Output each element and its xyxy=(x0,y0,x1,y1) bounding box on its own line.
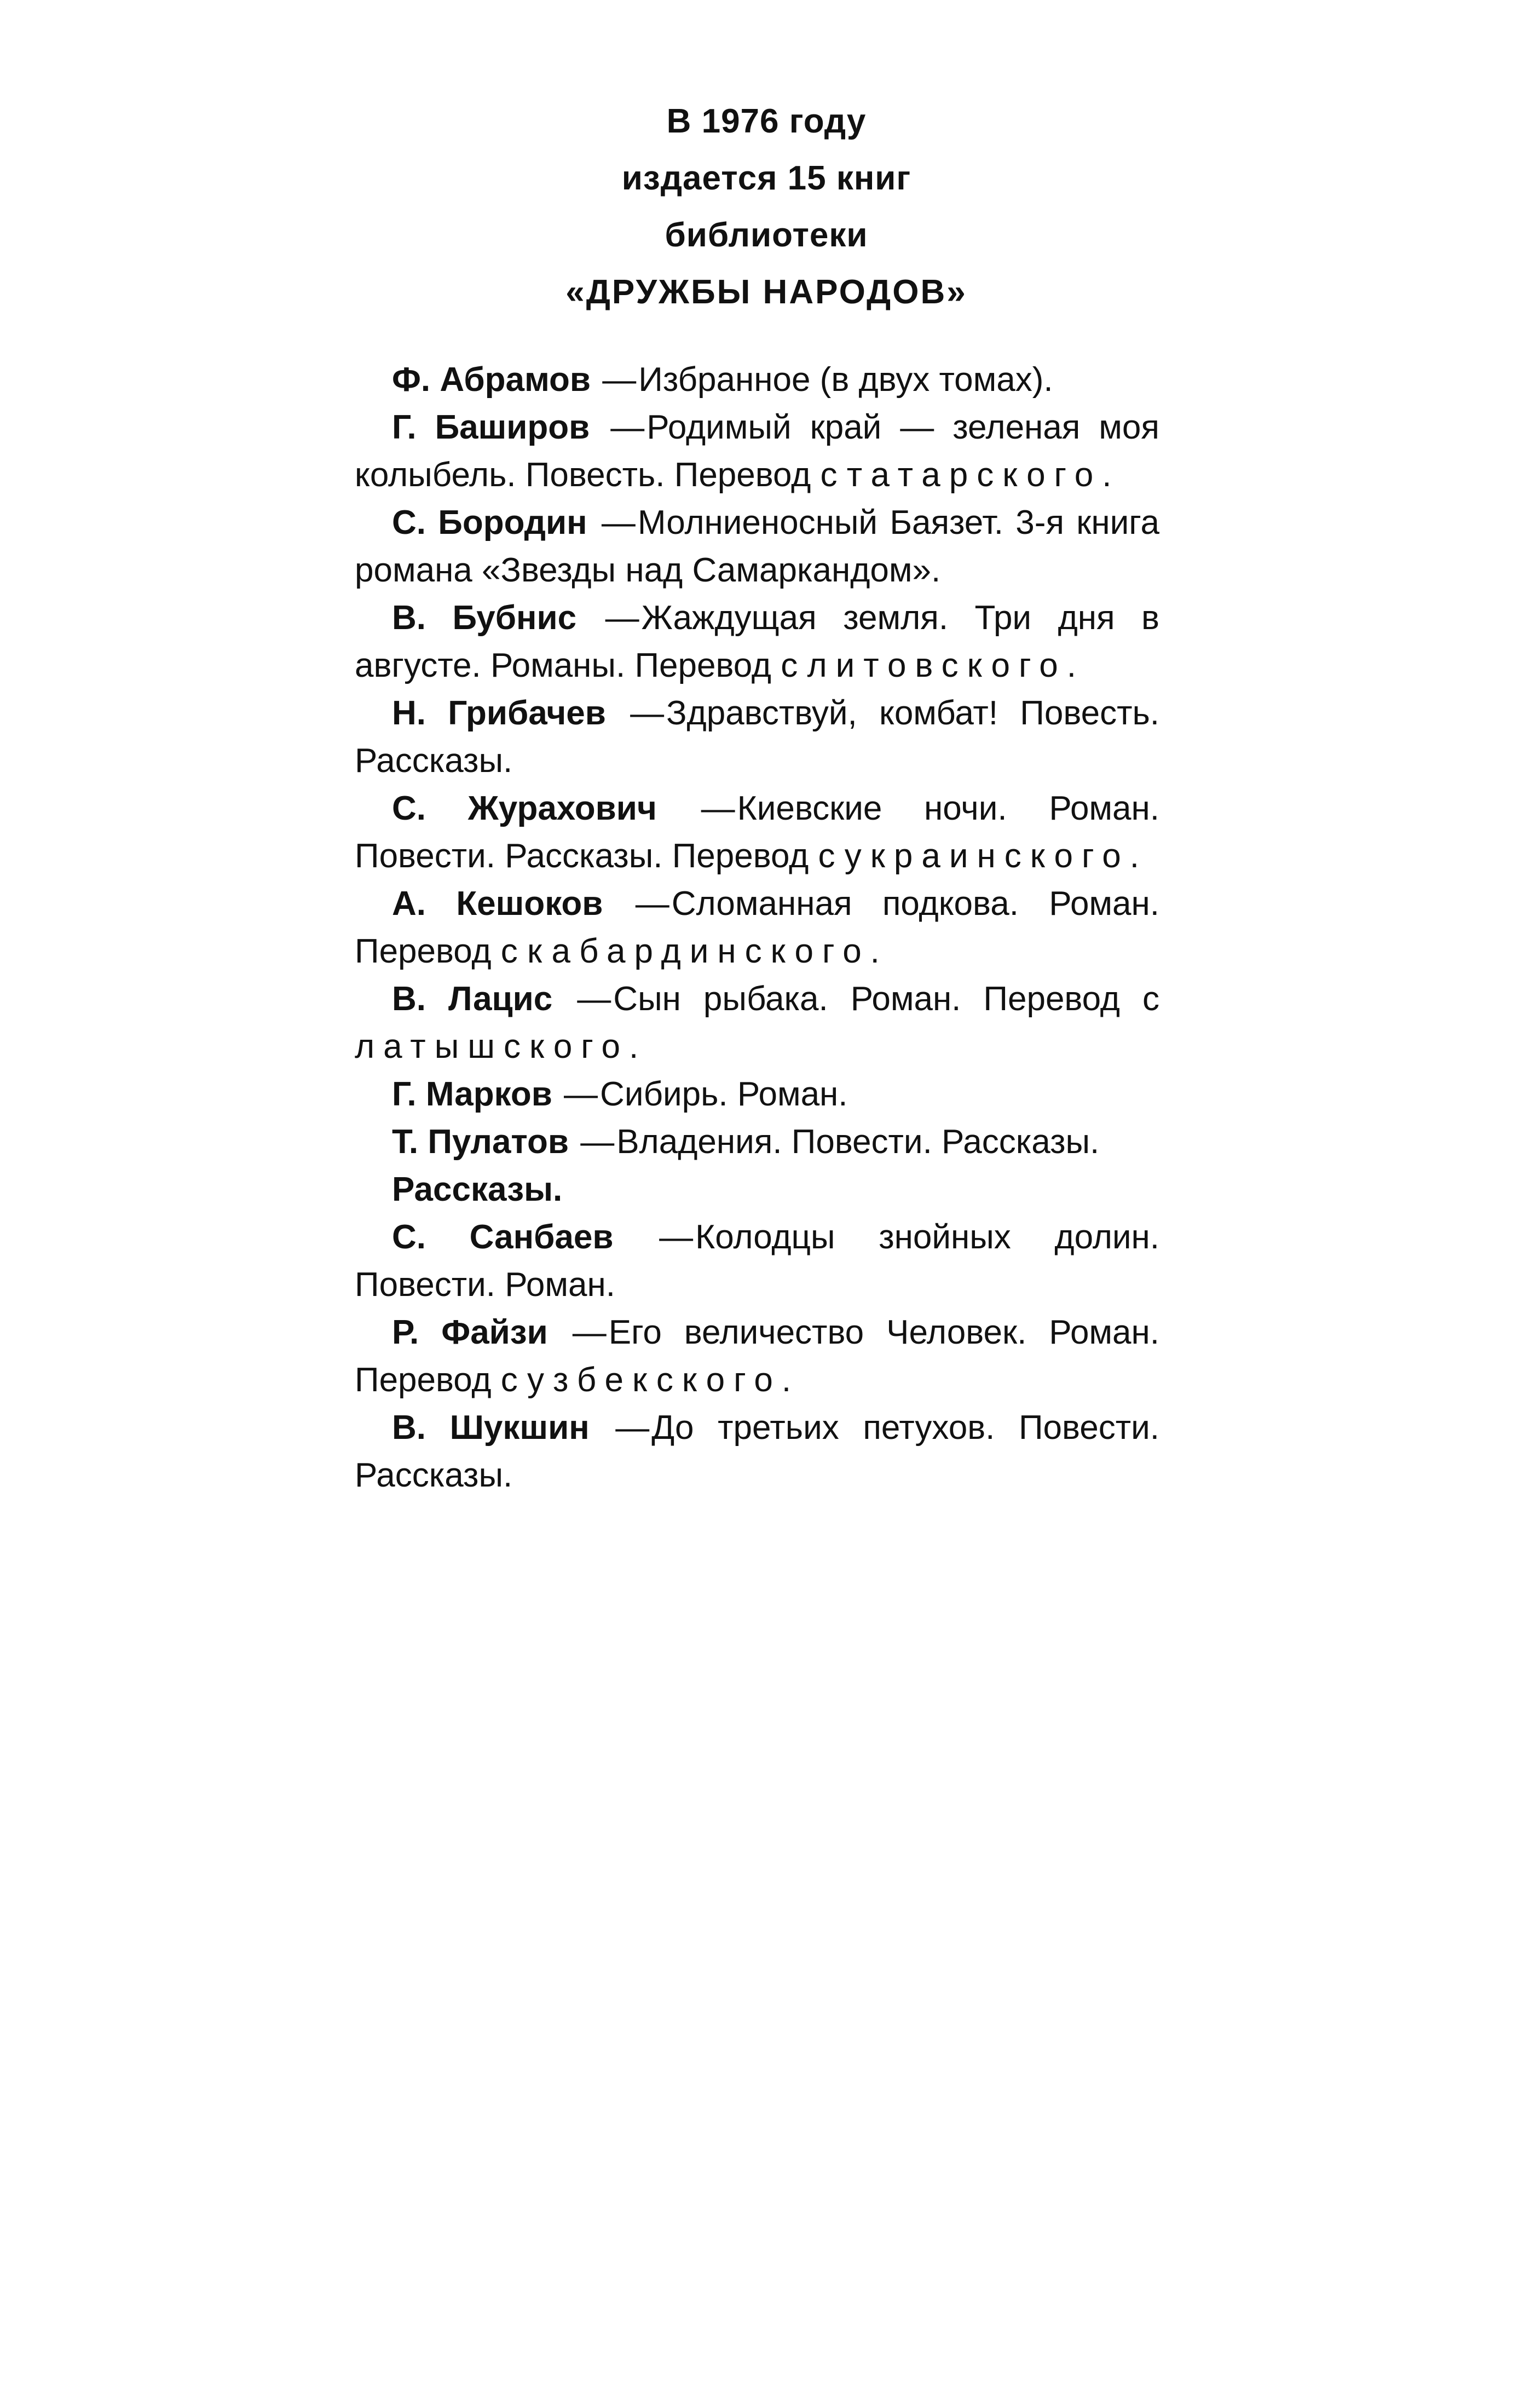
source-language: литовского. xyxy=(807,647,1085,684)
source-language: кабардинского. xyxy=(527,932,888,970)
author-name: Р. Файзи xyxy=(392,1314,548,1351)
work-description: Родимый край — зеленая моя колыбель. Повесть. Перевод с xyxy=(355,408,1159,494)
source-language: узбекского. xyxy=(527,1361,800,1399)
source-language: татарского. xyxy=(846,456,1121,494)
book-entry-faizi xyxy=(355,1309,1159,1404)
source-language: латышского. xyxy=(355,1028,648,1065)
dash: — xyxy=(580,1123,615,1161)
book-entry-abramov xyxy=(355,356,1159,404)
author-name: В. Лацис xyxy=(392,980,553,1018)
work-description: Молниеносный Баязет. 3-я книга романа «Звезды над Самаркандом». xyxy=(355,504,1159,589)
author-name: Г. Марков xyxy=(392,1075,552,1113)
source-language: украинского. xyxy=(844,837,1148,875)
heading-line-series-title: «ДРУЖБЫ НАРОДОВ» xyxy=(565,273,967,311)
book-entry-latsis xyxy=(355,975,1159,1070)
dash: — xyxy=(610,408,645,446)
dash: — xyxy=(615,1409,650,1447)
dash: — xyxy=(701,790,735,827)
work-description: Избранное (в двух томах). xyxy=(638,361,1053,399)
author-name: С. Бородин xyxy=(392,504,587,541)
heading-line-count: издается 15 книг xyxy=(621,159,911,197)
work-description: Владения. Повести. Рассказы. xyxy=(616,1123,1100,1161)
heading-line-year: В 1976 году xyxy=(666,102,867,140)
book-entry-borodin xyxy=(355,499,1159,594)
author-name: В. Бубнис xyxy=(392,599,577,637)
dash: — xyxy=(659,1218,694,1256)
dash: — xyxy=(601,504,636,541)
work-description: Колодцы знойных долин. Повести. Роман. xyxy=(355,1218,1159,1304)
dash: — xyxy=(630,694,665,732)
work-description: Киевские ночи. Роман. Повести. Рассказы. Перевод с xyxy=(355,790,1159,875)
book-entry-pulatov xyxy=(355,1118,1159,1166)
dash: — xyxy=(564,1075,598,1113)
author-name: Г. Баширов xyxy=(392,408,590,446)
dash: — xyxy=(572,1314,607,1351)
book-entry-keshokov xyxy=(355,880,1159,975)
book-entry-zhurakhovich xyxy=(355,785,1159,880)
author-name: С. Санбаев xyxy=(392,1218,614,1256)
work-description: Жаждущая земля. Три дня в августе. Романы. Перевод с xyxy=(355,599,1159,684)
book-entry-bubnis xyxy=(355,594,1159,689)
work-description: Здравствуй, комбат! Повесть. Рассказы. xyxy=(355,694,1159,780)
work-description: Сломанная подкова. Роман. Перевод с xyxy=(355,885,1159,970)
author-name: А. Кешоков xyxy=(392,885,603,923)
author-name: Т. Пулатов xyxy=(392,1123,569,1161)
author-name: С. Журахович xyxy=(392,790,657,827)
book-list xyxy=(355,356,1159,1499)
book-entry-sanbaev xyxy=(355,1213,1159,1309)
dash: — xyxy=(577,980,611,1018)
heading-line-library: библиотеки xyxy=(665,216,868,254)
work-description: Его величество Человек. Роман. Перевод с xyxy=(355,1314,1159,1399)
work-description: До третьих петухов. Повести. Рассказы. xyxy=(355,1409,1159,1494)
work-description: Сын рыбака. Роман. Перевод с xyxy=(613,980,1159,1018)
announcement-heading xyxy=(350,93,1182,321)
book-entry-shukshin xyxy=(355,1404,1159,1499)
author-name: В. Шукшин xyxy=(392,1409,590,1447)
stray-bold-line: Рассказы. xyxy=(392,1171,563,1208)
author-name: Н. Грибачев xyxy=(392,694,606,732)
book-entry-markov xyxy=(355,1070,1159,1118)
book-entry-bashirov xyxy=(355,404,1159,499)
book-entry-stray-line xyxy=(355,1166,1159,1213)
dash: — xyxy=(602,361,637,399)
work-description: Сибирь. Роман. xyxy=(600,1075,848,1113)
book-entry-gribachev xyxy=(355,689,1159,785)
dash: — xyxy=(605,599,639,637)
dash: — xyxy=(635,885,669,923)
author-name: Ф. Абрамов xyxy=(392,361,591,399)
